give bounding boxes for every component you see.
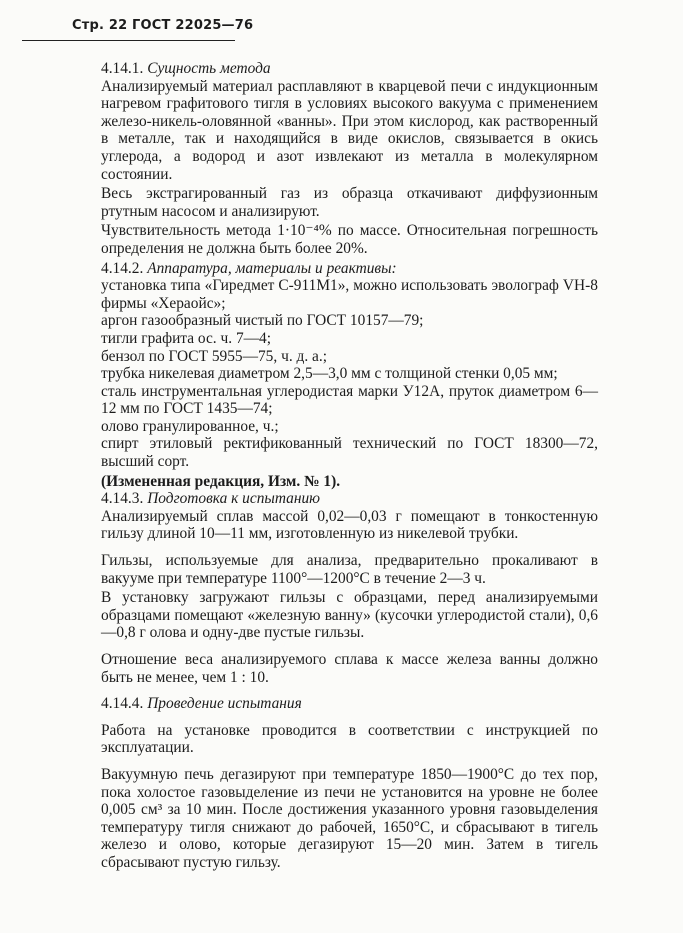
section-number: 4.14.4. (101, 695, 144, 713)
list-item: бензол по ГОСТ 5955—75, ч. д. а.; (101, 347, 327, 365)
list-item: олово гранулированное, ч.; (101, 417, 279, 435)
section-4-14-3-heading (101, 490, 598, 508)
section-4-14-2-heading (101, 260, 598, 278)
paragraph: Анализируемый материал расплавляют в кварцевой печи с индукционным нагревом графитового тигля в условиях высокого вакуума с применением железо-никель-оловянной «ванны». При этом кислород, как растворенный в металле, так и находящийся в виде окислов, связывается в окись углерода, а водород и азот извлекают из металла в молекулярном состоянии. (101, 77, 598, 183)
section-4-14-1-heading (101, 60, 598, 78)
paragraph: Вакуумную печь дегазируют при температуре 1850—1900°С до тех пор, пока холостое газовыделение из печи не установится на уровне не более 0,005 см³ за 10 мин. После достижения указанного уровня газовыделения температуру тигля снижают до рабочей, 1650°С, и сбрасывают в тигель железо и олово, которые дегазируют 15—20 мин. Затем в тигель сбрасывают пустую гильзу. (101, 765, 598, 871)
section-title: Подготовка к испытанию (147, 490, 321, 508)
section-title: Аппаратура, материалы и реактивы: (147, 259, 397, 277)
paragraph: Весь экстрагированный газ из образца откачивают диффузионным ртутным насосом и анализируют. (101, 185, 598, 220)
document-body (101, 60, 598, 872)
paragraph: В установку загружают гильзы с образцами, перед анализируемыми образцами помещают «железную ванну» (кусочки углеродистой стали), 0,6—0,8 г олова и одну-две пустые гильзы. (101, 589, 598, 642)
paragraph: Работа на установке проводится в соответствии с инструкцией по эксплуатации. (101, 721, 598, 757)
list-item: аргон газообразный чистый по ГОСТ 10157—79; (101, 312, 424, 330)
section-title: Сущность метода (147, 60, 271, 77)
list-item: установка типа «Гиредмет С-911М1», можно использовать эволограф VH-8 фирмы «Хераойс»; (101, 277, 598, 312)
list-item: спирт этиловый ректификованный технический по ГОСТ 18300—72, высший сорт. (101, 435, 598, 471)
list-item: тигли графита ос. ч. 7—4; (101, 329, 271, 347)
page-header: Стр. 22 ГОСТ 22025—76 (72, 18, 254, 33)
section-number: 4.14.2. (101, 259, 144, 277)
section-4-14-4-heading (101, 695, 598, 713)
section-number: 4.14.3. (101, 490, 144, 508)
paragraph: Чувствительность метода 1·10⁻⁴% по массе. Относительная погрешность определения не должна быть более 20%. (101, 222, 598, 257)
paragraph: Отношение веса анализируемого сплава к массе железа ванны должно быть не менее, чем 1 : 10. (101, 651, 598, 686)
list-item: сталь инструментальная углеродистая марки У12А, пруток диаметром 6—12 мм по ГОСТ 1435—74; (101, 382, 598, 418)
paragraph: Анализируемый сплав массой 0,02—0,03 г помещают в тонкостенную гильзу длиной 10—11 мм, изготовленную из никелевой трубки. (101, 507, 598, 543)
amendment-note: (Измененная редакция, Изм. № 1). (101, 472, 341, 490)
header-rule (22, 40, 235, 41)
section-title: Проведение испытания (147, 695, 302, 713)
section-number: 4.14.1. (101, 60, 144, 77)
list-item: трубка никелевая диаметром 2,5—3,0 мм с толщиной стенки 0,05 мм; (101, 365, 558, 383)
paragraph: Гильзы, используемые для анализа, предварительно прокаливают в вакууме при температуре 1100°—1200°С в течение 2—3 ч. (101, 552, 598, 587)
